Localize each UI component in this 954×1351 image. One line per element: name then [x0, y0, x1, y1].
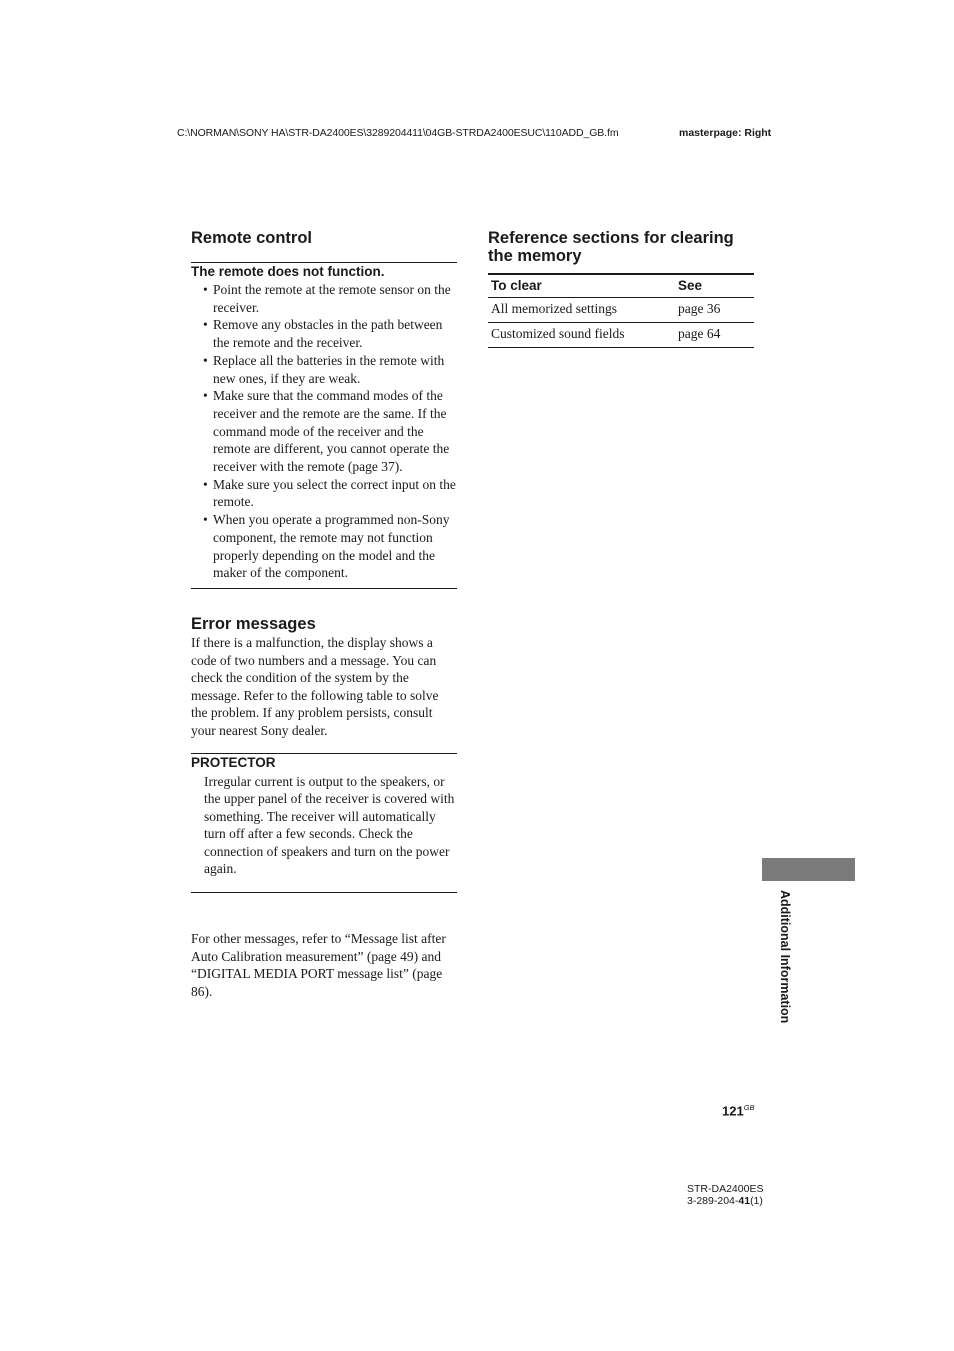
column-header-see: See — [675, 275, 754, 298]
list-item: • Make sure that the command modes of the receiver and the remote are the same. If the command mode of the receiver and the remote are different, you cannot operate the receiver with the remote (page 37). — [203, 387, 457, 476]
page-number-value: 121 — [722, 1103, 744, 1119]
section-rule — [191, 892, 457, 893]
list-item: • When you operate a programmed non-Sony component, the remote may not function properly depending on the model and the maker of the component. — [203, 511, 457, 582]
column-header-to-clear: To clear — [488, 275, 675, 298]
table-cell: page 64 — [675, 323, 754, 348]
part-number-bold: 41 — [738, 1195, 751, 1207]
right-column — [488, 229, 754, 348]
model-name: STR-DA2400ES — [687, 1183, 764, 1195]
protector-heading: PROTECTOR — [191, 754, 276, 770]
table-row — [488, 298, 754, 323]
table-cell: All memorized settings — [488, 298, 675, 323]
left-column — [191, 229, 457, 1000]
file-path: C:\NORMAN\SONY HA\STR-DA2400ES\3289204411\04GB-STRDA2400ESUC\110ADD_GB.fm — [177, 127, 619, 139]
list-item: • Remove any obstacles in the path between the remote and the receiver. — [203, 316, 457, 351]
section-rule — [191, 588, 457, 589]
table-header-row — [488, 275, 754, 298]
table-row — [488, 323, 754, 348]
part-number-suffix: (1) — [750, 1195, 763, 1207]
part-number-prefix: 3-289-204- — [687, 1195, 739, 1207]
reference-table — [488, 275, 754, 348]
list-item: • Point the remote at the remote sensor on the receiver. — [203, 281, 457, 316]
list-item: • Replace all the batteries in the remote with new ones, if they are weak. — [203, 352, 457, 387]
error-messages-heading: Error messages — [191, 614, 316, 633]
reference-heading: Reference sections for clearing the memory — [488, 229, 734, 265]
page-number-suffix: GB — [743, 1103, 755, 1112]
remote-control-heading: Remote control — [191, 229, 313, 247]
protector-text: Irregular current is output to the speakers, or the upper panel of the receiver is covered with something. The receiver will automatically turn off after a few seconds. Check the connection of speakers and turn on the power again. — [204, 773, 455, 877]
section-tab-marker — [762, 858, 855, 881]
list-item: • Make sure you select the correct input on the remote. — [203, 476, 457, 511]
table-cell: page 36 — [675, 298, 754, 323]
table-cell: Customized sound fields — [488, 323, 675, 348]
other-messages-text: For other messages, refer to “Message list after Auto Calibration measurement” (page 49) and “DIGITAL MEDIA PORT message list” (page 86). — [191, 931, 446, 999]
masterpage-label: masterpage: Right — [679, 127, 772, 139]
model-code — [687, 1183, 763, 1207]
remote-solution-list — [191, 281, 457, 582]
page-number — [722, 1103, 755, 1118]
remote-problem-heading: The remote does not function. — [191, 264, 385, 279]
part-number — [687, 1195, 763, 1207]
section-tab-label: Additional Information — [778, 890, 792, 1024]
error-messages-intro: If there is a malfunction, the display shows a code of two numbers and a message. You can check the condition of the system by the message. Refer to the following table to solve the problem. If any problem persists, consult your nearest Sony dealer. — [191, 634, 439, 738]
